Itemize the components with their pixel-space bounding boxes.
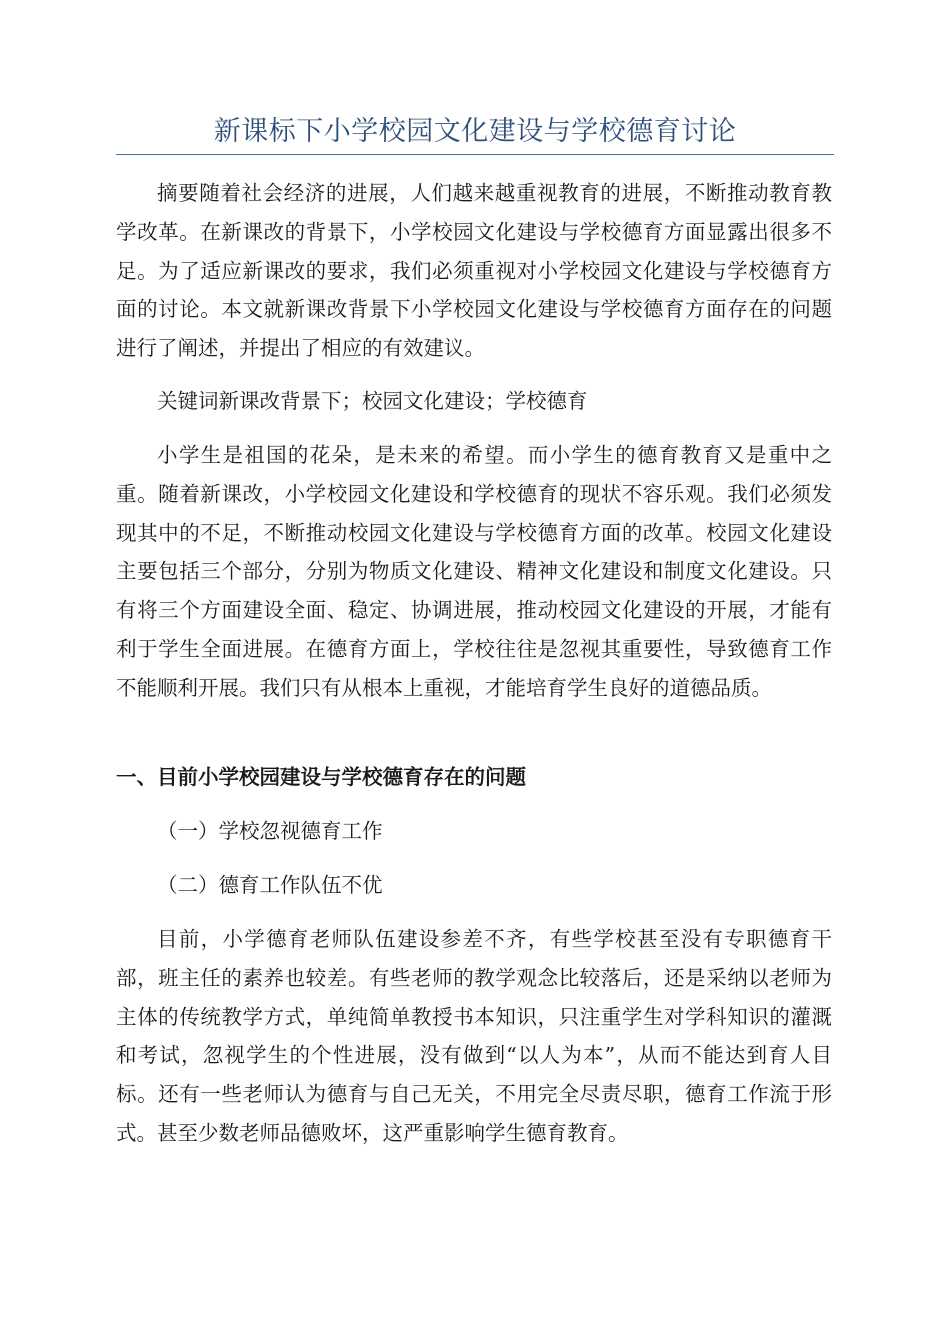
document-title: 新课标下小学校园文化建设与学校德育讨论 bbox=[213, 116, 737, 147]
keywords-line: 关键词新课改背景下；校园文化建设；学校德育 bbox=[157, 389, 588, 413]
intro-paragraph: 小学生是祖国的花朵，是未来的希望。而小学生的德育教育又是重中之重。随着新课改，小学校园文化建设和学校德育的现状不容乐观。我们必须发现其中的不足，不断推动校园文化建设与学校德育方面的改革。校园文化建设主要包括三个部分，分别为物质文化建设、精神文化建设和制度文化建设。只有将三个方面建设全面、稳定、协调进展，推动校园文化建设的开展，才能有利于学生全面进展。在德育方面上，学校往往是忽视其重要性，导致德育工作不能顺利开展。我们只有从根本上重视，才能培育学生良好的道德品质。 bbox=[116, 443, 832, 700]
subsection-heading-1: （一）学校忽视德育工作 bbox=[157, 819, 383, 843]
subsection-heading-2: （二）德育工作队伍不优 bbox=[157, 873, 383, 897]
body-paragraph-1: 目前，小学德育老师队伍建设参差不齐，有些学校甚至没有专职德育干部，班主任的素养也较差。有些老师的教学观念比较落后，还是采纳以老师为主体的传统教学方式，单纯简单教授书本知识，只注重学生对学科知识的灌溉和考试，忽视学生的个性进展，没有做到“以人为本”，从而不能达到育人目标。还有一些老师认为德育与自己无关，不用完全尽责尽职，德育工作流于形式。甚至少数老师品德败坏，这严重影响学生德育教育。 bbox=[116, 927, 832, 1145]
abstract-paragraph: 摘要随着社会经济的进展，人们越来越重视教育的进展，不断推动教育教学改革。在新课改的背景下，小学校园文化建设与学校德育方面显露出很多不足。为了适应新课改的要求，我们必须重视对小学校园文化建设与学校德育方面的讨论。本文就新课改背景下小学校园文化建设与学校德育方面存在的问题进行了阐述，并提出了相应的有效建议。 bbox=[116, 181, 832, 361]
title-underline bbox=[116, 154, 834, 155]
section-heading-1: 一、目前小学校园建设与学校德育存在的问题 bbox=[116, 765, 526, 789]
